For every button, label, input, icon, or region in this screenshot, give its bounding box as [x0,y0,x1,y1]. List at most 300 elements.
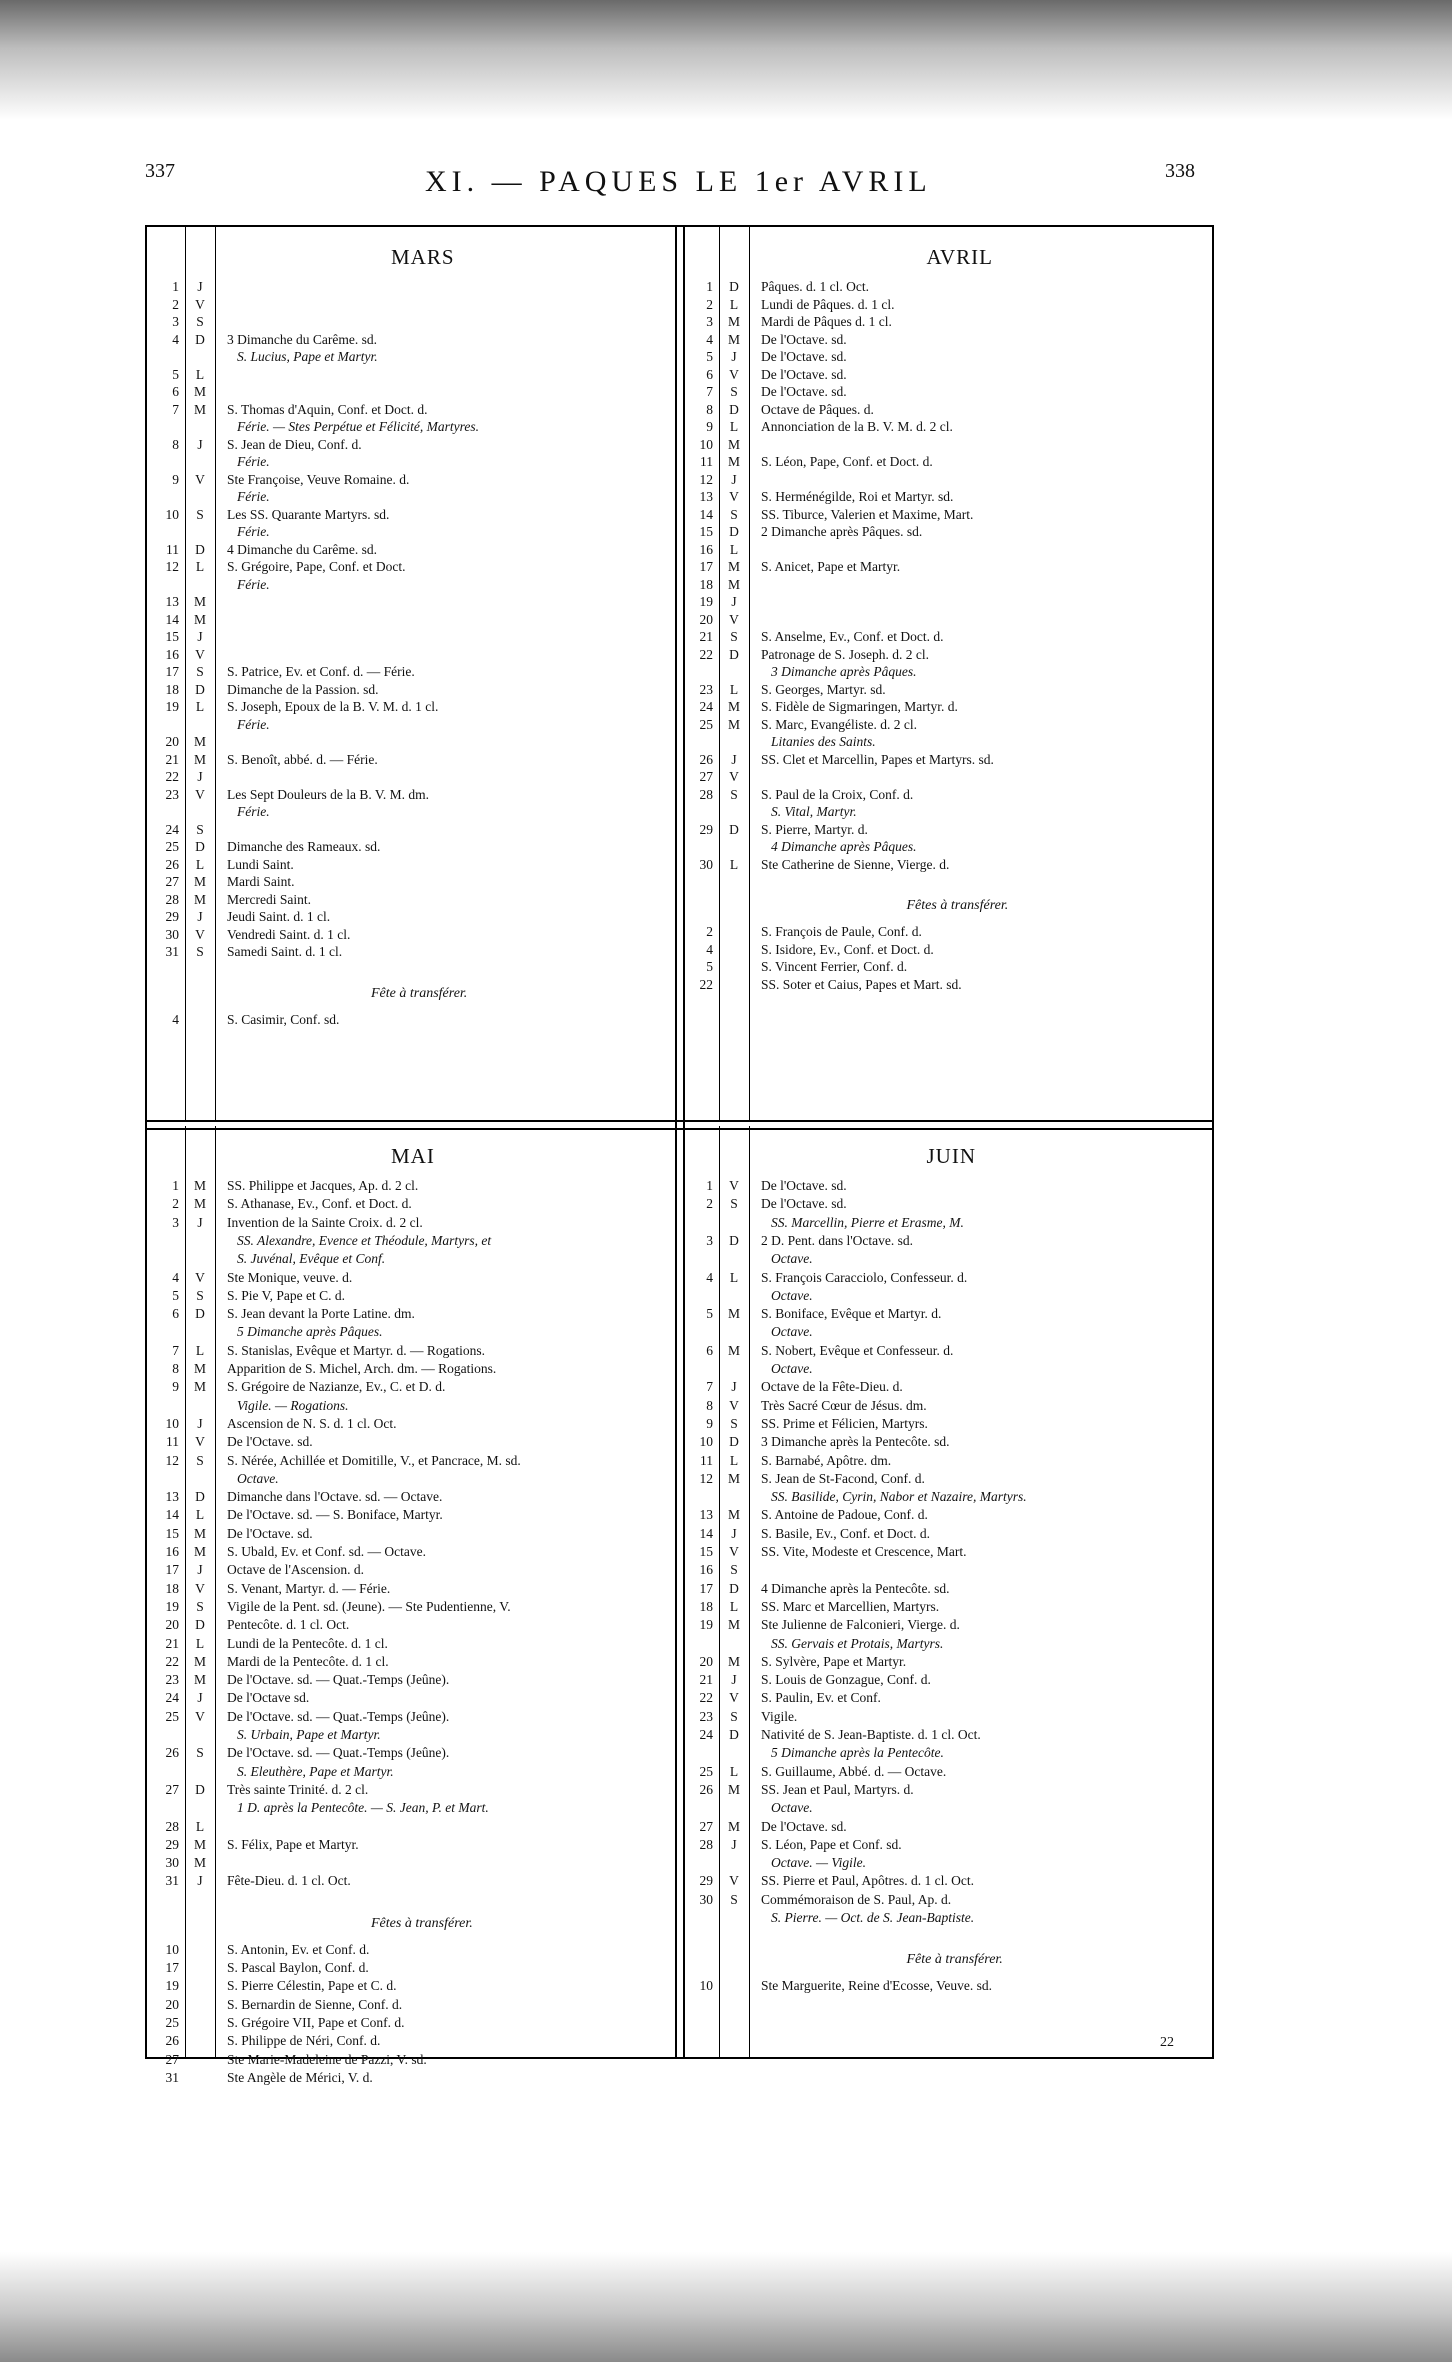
feast-entry: Patronage de S. Joseph. d. 2 cl. [761,646,929,662]
day-number: 27 [699,1818,713,1834]
day-number: 16 [165,646,179,662]
day-number: 28 [165,891,179,907]
feast-entry: Ascension de N. S. d. 1 cl. Oct. [227,1415,397,1431]
weekday-letter: L [729,1763,739,1779]
feast-entry: S. Benoît, abbé. d. — Férie. [227,751,378,767]
day-number: 14 [699,1525,713,1541]
day-number: 8 [706,1397,713,1413]
weekday-letter: D [195,681,205,697]
weekday-letter: S [196,821,204,837]
weekday-letter: L [195,1635,205,1651]
day-number: 29 [699,821,713,837]
day-number: 29 [165,909,179,924]
weekday-letter: M [727,436,740,452]
transfer-day: 10 [165,1941,179,1957]
day-number: 7 [172,401,179,417]
weekday-letter: J [731,349,737,364]
feast-entry: Férie. [237,576,270,592]
transfer-entry: Ste Marie-Madeleine de Pazzi, V. sd. [227,2051,427,2067]
day-number: 14 [165,1507,179,1523]
feast-entry: S. Anicet, Pape et Martyr. [761,559,901,574]
feast-entry: 4 Dimanche après la Pentecôte. sd. [761,1580,950,1596]
feast-entry: De l'Octave. sd. [761,1196,847,1212]
column-rule [215,1126,216,2057]
day-number: 23 [165,1672,179,1688]
weekday-letter: V [195,471,205,487]
weekday-letter: J [731,1525,737,1541]
weekday-letter: M [727,454,740,469]
feast-entry: S. Basile, Ev., Conf. et Doct. d. [761,1525,930,1541]
day-number: 18 [699,576,713,592]
transfer-day: 4 [172,1011,179,1027]
day-number: 11 [166,541,179,557]
feast-entry: Férie. [237,489,270,504]
feast-entry: S. Antoine de Padoue, Conf. d. [761,1507,928,1523]
feast-entry: Mercredi Saint. [227,891,311,907]
day-number: 24 [699,699,713,714]
feast-entry: Litanies des Saints. [771,734,876,749]
weekday-letter: L [729,541,739,557]
day-number: 6 [172,384,179,399]
weekday-letter: J [197,436,203,452]
day-number: 19 [699,594,713,609]
weekday-letter: M [193,891,206,907]
feast-entry: SS. Tiburce, Valerien et Maxime, Mart. [761,506,974,522]
day-number: 3 [706,1232,713,1248]
feast-entry: S. Stanislas, Evêque et Martyr. d. — Rogations. [227,1342,485,1358]
feast-entry: De l'Octave. sd. — S. Boniface, Martyr. [227,1507,443,1523]
transfer-entry: S. Philippe de Néri, Conf. d. [227,2033,381,2049]
day-number: 7 [706,1379,713,1395]
weekday-letter: M [727,1781,740,1797]
weekday-letter: V [195,1708,205,1724]
day-number: 19 [165,1598,179,1614]
feast-entry: Octave. [771,1800,813,1816]
transfer-entry: S. Pierre Célestin, Pape et C. d. [227,1978,397,1994]
transfer-heading: Fêtes à transférer. [906,898,1009,913]
page-title: XI. — PAQUES LE 1er AVRIL [425,165,932,198]
day-number: 26 [165,856,179,872]
day-number: 4 [172,1269,179,1285]
feast-entry: 1 D. après la Pentecôte. — S. Jean, P. et Mart. [237,1800,489,1816]
transfer-entry: Ste Marguerite, Reine d'Ecosse, Veuve. sd. [761,1978,993,1994]
day-number: 26 [165,1745,179,1761]
day-number: 12 [699,471,713,487]
day-number: 1 [706,1178,713,1193]
day-number: 22 [165,769,179,784]
feast-entry: Dimanche des Rameaux. sd. [227,839,381,854]
day-number: 2 [172,296,179,312]
weekday-letter: D [729,1727,739,1742]
day-number: 4 [706,331,713,347]
weekday-letter: D [729,1434,739,1450]
weekday-letter: M [193,401,206,417]
feast-entry: S. Léon, Pape et Conf. sd. [761,1836,902,1852]
feast-entry: Octave. [237,1470,279,1486]
weekday-letter: M [193,1379,206,1395]
feast-entry: S. Sylvère, Pape et Martyr. [761,1653,907,1669]
weekday-letter: M [727,1306,740,1322]
transfer-entry: S. Pascal Baylon, Conf. d. [227,1960,369,1975]
feast-entry: Dimanche de la Passion. sd. [227,681,379,697]
weekday-letter: V [195,1580,205,1596]
weekday-letter: S [730,384,738,399]
day-number: 30 [699,856,713,872]
day-number: 1 [172,1178,179,1193]
feast-entry: S. Léon, Pape, Conf. et Doct. d. [761,454,933,469]
day-number: 17 [165,664,179,679]
feast-entry: De l'Octave. sd. — Quat.-Temps (Jeûne). [227,1745,450,1761]
feast-entry: 3 Dimanche après Pâques. [771,664,917,679]
weekday-letter: J [197,1562,203,1578]
transfer-heading: Fêtes à transférer. [371,1915,473,1931]
feast-entry: S. Vital, Martyr. [771,804,857,819]
transfer-day: 25 [165,2014,179,2030]
transfer-day: 2 [706,924,713,939]
feast-entry: De l'Octave. sd. — Quat.-Temps (Jeûne). [227,1672,450,1688]
weekday-letter: D [195,1306,205,1322]
weekday-letter: M [193,1653,206,1669]
day-number: 14 [165,611,179,627]
feast-entry: Octave. [771,1324,813,1340]
weekday-letter: M [193,1361,206,1376]
day-number: 10 [699,1434,713,1450]
day-number: 8 [172,436,179,452]
feast-entry: S. Juvénal, Evêque et Conf. [237,1251,386,1267]
day-number: 28 [165,1818,179,1834]
day-number: 26 [699,751,713,767]
transfer-entry: S. François de Paule, Conf. d. [761,924,922,939]
day-number: 2 [706,296,713,312]
weekday-letter: M [727,1617,740,1633]
feast-entry: S. Georges, Martyr. sd. [761,681,886,697]
day-number: 9 [172,1379,179,1395]
day-number: 22 [165,1653,179,1669]
weekday-letter: L [729,296,739,312]
weekday-letter: S [196,314,204,329]
day-number: 12 [165,1452,179,1468]
weekday-letter: L [195,366,205,382]
weekday-letter: M [727,314,740,329]
transfer-day: 4 [706,941,713,957]
weekday-letter: L [729,856,739,872]
day-number: 17 [699,1580,713,1596]
day-number: 18 [165,1580,179,1596]
feast-entry: 4 Dimanche du Carême. sd. [227,541,377,557]
weekday-letter: M [727,716,740,732]
weekday-letter: L [729,1452,739,1468]
weekday-letter: S [730,786,738,802]
weekday-letter: M [193,1672,206,1688]
day-number: 15 [699,1544,713,1559]
feast-entry: De l'Octave. sd. — Quat.-Temps (Jeûne). [227,1708,450,1724]
feast-entry: S. Paulin, Ev. et Conf. [761,1690,881,1706]
feast-entry: Octave de Pâques. d. [761,401,874,417]
weekday-letter: M [193,1196,206,1212]
weekday-letter: L [195,699,205,714]
feast-entry: De l'Octave. sd. [761,1818,847,1834]
day-number: 23 [165,786,179,802]
column-rule [185,1126,186,2057]
feast-entry: Lundi de Pâques. d. 1 cl. [761,296,895,312]
feast-entry: S. Barnabé, Apôtre. dm. [761,1452,892,1468]
weekday-letter: V [729,1178,739,1193]
day-number: 10 [165,506,179,522]
feast-entry: De l'Octave. sd. [227,1525,313,1541]
day-number: 9 [706,419,713,434]
feast-entry: 2 Dimanche après Pâques. sd. [761,524,923,539]
feast-entry: Férie. [237,454,270,469]
weekday-letter: J [731,1379,737,1395]
weekday-letter: J [731,594,737,609]
weekday-letter: J [197,1690,203,1706]
feast-entry: Samedi Saint. d. 1 cl. [227,944,343,959]
weekday-letter: J [197,629,203,644]
weekday-letter: V [729,489,739,504]
transfer-day: 26 [165,2033,179,2049]
feast-entry: De l'Octave. sd. [761,349,847,364]
day-number: 11 [700,454,713,469]
transfer-entry: SS. Soter et Caius, Papes et Mart. sd. [761,976,962,992]
feast-entry: Les SS. Quarante Martyrs. sd. [227,506,390,522]
day-number: 1 [706,279,713,294]
weekday-letter: M [727,1653,740,1669]
day-number: 24 [699,1727,713,1742]
feast-entry: S. Thomas d'Aquin, Conf. et Doct. d. [227,401,428,417]
feast-entry: S. François Caracciolo, Confesseur. d. [761,1269,968,1285]
feast-entry: S. Pie V, Pape et C. d. [227,1287,346,1303]
day-number: 19 [699,1617,713,1633]
feast-entry: S. Paul de la Croix, Conf. d. [761,786,914,802]
day-number: 25 [165,1708,179,1724]
weekday-letter: J [197,909,203,924]
day-number: 28 [699,786,713,802]
weekday-letter: D [729,279,739,294]
day-number: 9 [172,471,179,487]
day-number: 1 [172,279,179,294]
weekday-letter: M [727,576,740,592]
feast-entry: SS. Marc et Marcellien, Martyrs. [761,1598,940,1614]
feast-entry: S. Athanase, Ev., Conf. et Doct. d. [227,1196,412,1212]
weekday-letter: L [729,419,739,434]
weekday-letter: L [195,1342,205,1358]
feast-entry: SS. Basilide, Cyrin, Nabor et Nazaire, Martyrs. [771,1489,1027,1505]
day-number: 22 [699,646,713,662]
weekday-letter: J [731,1836,737,1852]
day-number: 21 [165,1635,179,1651]
left-page-number: 337 [145,160,175,182]
feast-entry: S. Jean de Dieu, Conf. d. [227,436,362,452]
weekday-letter: L [195,856,205,872]
feast-entry: S. Eleuthère, Pape et Martyr. [237,1763,394,1779]
feast-entry: Octave. — Vigile. [771,1855,866,1871]
weekday-letter: M [193,594,206,609]
feast-entry: S. Patrice, Ev. et Conf. d. — Férie. [227,664,415,679]
feast-entry: Férie. [237,716,270,732]
transfer-day: 27 [165,2051,179,2067]
day-number: 16 [699,1562,713,1578]
day-number: 9 [706,1415,713,1431]
weekday-letter: M [193,1178,206,1193]
weekday-letter: J [197,1214,203,1230]
feast-entry: S. Pierre, Martyr. d. [761,821,868,837]
feast-entry: S. Urbain, Pape et Martyr. [237,1727,381,1742]
day-number: 25 [699,716,713,732]
day-number: 17 [165,1562,179,1578]
feast-entry: De l'Octave. sd. [761,366,847,382]
transfer-day: 20 [165,1996,179,2012]
feast-entry: S. Marc, Evangéliste. d. 2 cl. [761,716,917,732]
transfer-day: 5 [706,959,713,974]
feast-entry: Octave de l'Ascension. d. [227,1562,365,1578]
feast-entry: S. Joseph, Epoux de la B. V. M. d. 1 cl. [227,699,439,714]
transfer-day: 31 [165,2069,179,2085]
feast-entry: SS. Prime et Félicien, Martyrs. [761,1415,928,1431]
day-number: 11 [166,1434,179,1450]
weekday-letter: V [729,769,739,784]
feast-entry: 3 Dimanche après la Pentecôte. sd. [761,1434,950,1450]
month-title: MAI [391,1144,435,1168]
day-number: 16 [165,1544,179,1559]
feast-entry: Vigile. [761,1708,798,1724]
feast-entry: Férie. [237,524,270,539]
feast-entry: De l'Octave sd. [227,1690,310,1706]
weekday-letter: M [727,1470,740,1486]
weekday-letter: D [729,401,739,417]
feast-entry: Octave. [771,1251,813,1267]
transfer-entry: S. Grégoire VII, Pape et Conf. d. [227,2014,405,2030]
weekday-letter: S [730,506,738,522]
weekday-letter: D [195,541,205,557]
weekday-letter: M [193,1836,206,1852]
weekday-letter: M [727,1818,740,1834]
weekday-letter: V [195,926,205,942]
feast-entry: De l'Octave. sd. [761,1178,847,1193]
weekday-letter: D [195,1781,205,1797]
weekday-letter: D [729,646,739,662]
weekday-letter: V [729,1690,739,1706]
signature-mark: 22 [1160,2035,1174,2050]
feast-entry: Pentecôte. d. 1 cl. Oct. [227,1617,350,1633]
feast-entry: Lundi de la Pentecôte. d. 1 cl. [227,1635,388,1651]
feast-entry: Ste Françoise, Veuve Romaine. d. [227,471,410,487]
day-number: 12 [699,1470,713,1486]
feast-entry: S. Grégoire, Pape, Conf. et Doct. [227,559,406,574]
day-number: 5 [172,1287,179,1303]
weekday-letter: M [193,751,206,767]
weekday-letter: S [196,1287,204,1303]
day-number: 15 [165,629,179,644]
feast-entry: S. Boniface, Evêque et Martyr. d. [761,1306,942,1322]
weekday-letter: D [195,839,205,854]
weekday-letter: D [729,524,739,539]
column-rule [185,227,186,1120]
feast-entry: Vigile. — Rogations. [237,1397,349,1413]
weekday-letter: V [195,646,205,662]
feast-entry: Lundi Saint. [227,856,294,872]
calendar-frame [145,225,1214,2085]
weekday-letter: M [193,1525,206,1541]
transfer-heading: Fête à transférer. [371,985,468,1001]
feast-entry: SS. Jean et Paul, Martyrs. d. [761,1781,914,1797]
day-number: 5 [172,366,179,382]
feast-entry: Mardi de Pâques d. 1 cl. [761,314,892,329]
weekday-letter: S [730,1708,738,1724]
feast-entry: Férie. — Stes Perpétue et Félicité, Martyres. [237,419,480,434]
weekday-letter: S [196,664,204,679]
feast-entry: De l'Octave. sd. [761,384,847,399]
feast-entry: Vigile de la Pent. sd. (Jeune). — Ste Pudentienne, V. [227,1598,511,1614]
weekday-letter: M [727,699,740,714]
day-number: 13 [165,1489,179,1505]
weekday-letter: M [727,331,740,347]
feast-entry: Mardi Saint. [227,874,295,889]
weekday-letter: V [195,296,205,312]
day-number: 5 [706,349,713,364]
feast-entry: S. Anselme, Ev., Conf. et Doct. d. [761,629,944,644]
feast-entry: Ste Catherine de Sienne, Vierge. d. [761,856,950,872]
weekday-letter: V [195,1269,205,1285]
weekday-letter: S [196,506,204,522]
feast-entry: Très Sacré Cœur de Jésus. dm. [761,1397,927,1413]
transfer-entry: S. Casimir, Conf. sd. [227,1011,340,1027]
feast-entry: Les Sept Douleurs de la B. V. M. dm. [227,786,429,802]
day-number: 20 [699,611,713,627]
day-number: 12 [165,559,179,574]
feast-entry: Invention de la Sainte Croix. d. 2 cl. [227,1214,423,1230]
day-number: 14 [699,506,713,522]
column-rule [749,1126,750,2057]
feast-entry: Octave. [771,1361,813,1376]
day-number: 7 [172,1342,179,1358]
weekday-letter: S [196,944,204,959]
feast-entry: S. Nérée, Achillée et Domitille, V., et Pancrace, M. sd. [227,1452,521,1468]
day-number: 15 [699,524,713,539]
transfer-day: 10 [699,1978,713,1994]
transfer-day: 17 [165,1960,179,1975]
feast-entry: De l'Octave. sd. [761,331,847,347]
column-rule [719,1126,720,2057]
day-number: 6 [706,1342,713,1358]
feast-entry: Octave. [771,1287,813,1303]
transfer-heading: Fête à transférer. [906,1952,1003,1968]
weekday-letter: L [729,681,739,697]
feast-entry: S. Louis de Gonzague, Conf. d. [761,1672,931,1688]
feast-entry: S. Fidèle de Sigmaringen, Martyr. d. [761,699,958,714]
day-number: 27 [165,1781,179,1797]
weekday-letter: J [197,1415,203,1431]
day-number: 13 [165,594,179,609]
transfer-entry: S. Antonin, Ev. et Conf. d. [227,1941,370,1957]
column-rule [719,227,720,1120]
day-number: 5 [706,1306,713,1322]
feast-entry: S. Ubald, Ev. et Conf. sd. — Octave. [227,1544,426,1559]
month-title: JUIN [926,1144,976,1168]
feast-entry: 5 Dimanche après Pâques. [237,1324,383,1340]
scan-shadow-bottom [0,2252,1452,2362]
day-number: 2 [706,1196,713,1212]
day-number: 20 [699,1653,713,1669]
day-number: 26 [699,1781,713,1797]
feast-entry: 3 Dimanche du Carême. sd. [227,331,377,347]
weekday-letter: V [729,611,739,627]
weekday-letter: J [731,751,737,767]
weekday-letter: V [729,1544,739,1559]
day-number: 30 [165,1855,179,1871]
feast-entry: Ste Julienne de Falconieri, Vierge. d. [761,1617,960,1633]
weekday-letter: J [197,279,203,294]
day-number: 10 [165,1415,179,1431]
